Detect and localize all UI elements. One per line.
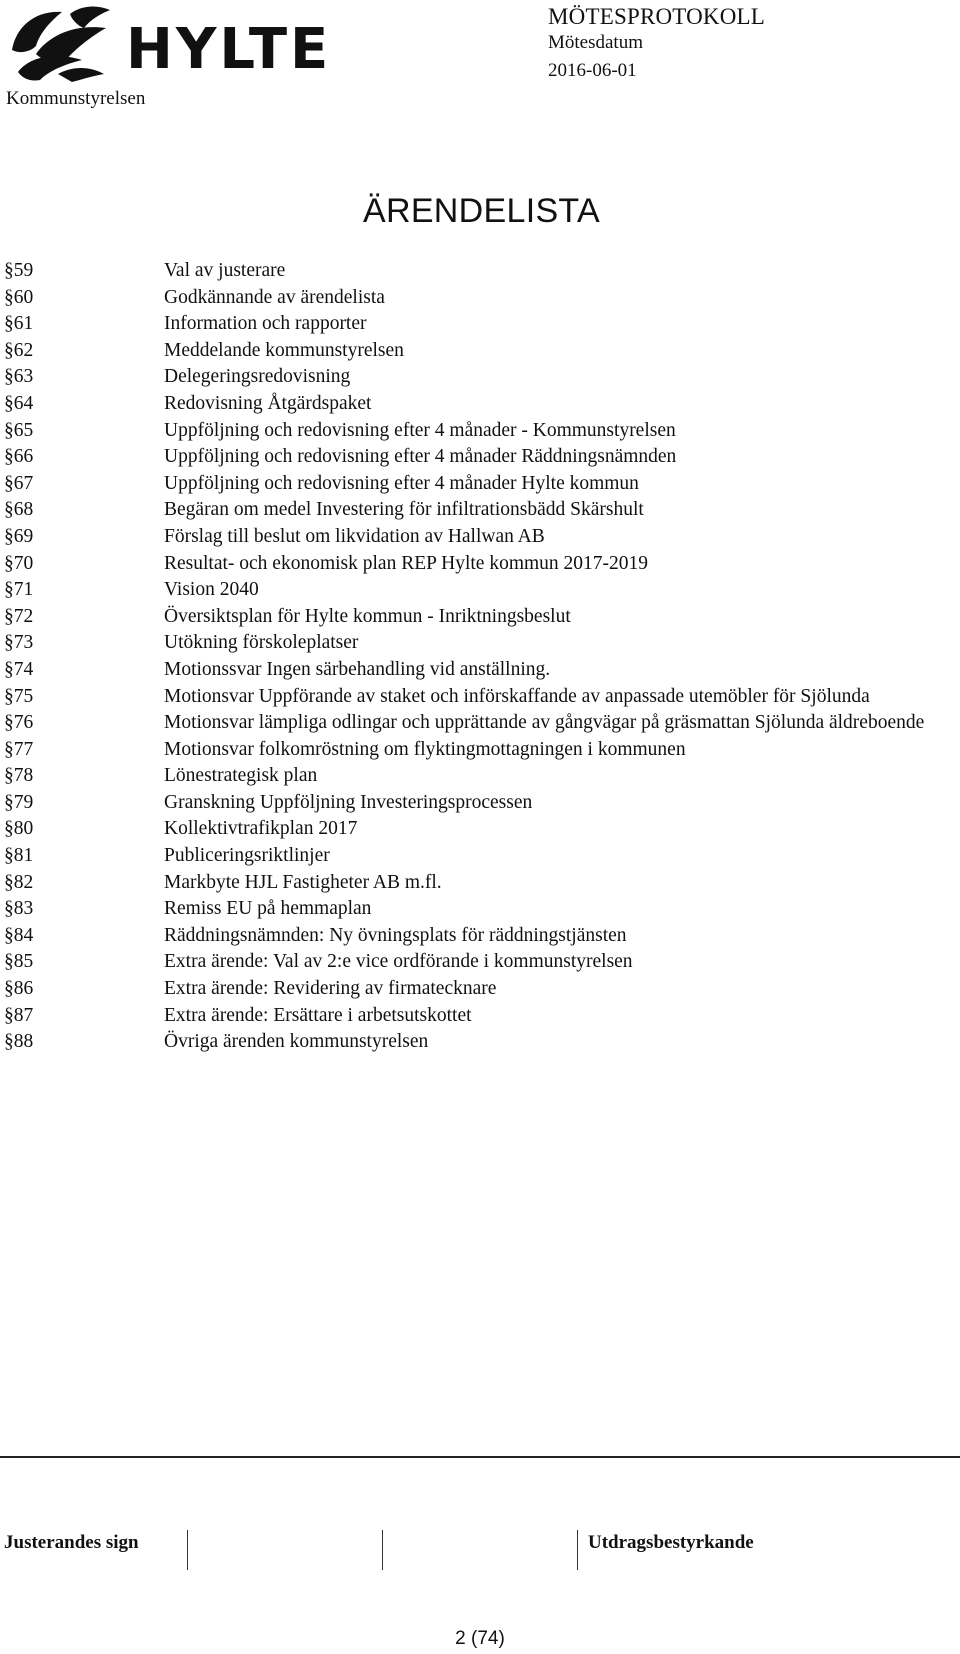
agenda-item	[4, 870, 954, 897]
agenda-item-text: Översiktsplan för Hylte kommun - Inriktningsbeslut	[164, 605, 571, 627]
agenda-item-number: §65	[4, 419, 34, 441]
agenda-item	[4, 816, 954, 843]
agenda-item-number: §75	[4, 685, 34, 707]
agenda-item	[4, 577, 954, 604]
agenda-item-text: Motionsvar lämpliga odlingar och upprättande av gångvägar på gräsmattan Sjölunda äldreboende	[164, 712, 925, 734]
agenda-item	[4, 949, 954, 976]
agenda-item-text: Uppföljning och redovisning efter 4 månader Hylte kommun	[164, 472, 639, 494]
signature-field-divider	[382, 1530, 383, 1570]
agenda-item-number: §86	[4, 978, 34, 1000]
agenda-item	[4, 763, 954, 790]
agenda-item	[4, 524, 954, 551]
agenda-item-text: Räddningsnämnden: Ny övningsplats för räddningstjänsten	[164, 924, 627, 946]
agenda-item-number: §61	[4, 313, 34, 335]
agenda-item-number: §76	[4, 712, 34, 734]
agenda-item-text: Lönestrategisk plan	[164, 765, 318, 787]
agenda-item-number: §71	[4, 579, 34, 601]
agenda-item	[4, 285, 954, 312]
agenda-item	[4, 737, 954, 764]
agenda-item-number: §88	[4, 1031, 34, 1053]
agenda-item-text: Utökning förskoleplatser	[164, 632, 359, 654]
agenda-item-number: §79	[4, 791, 34, 813]
page-number: 2 (74)	[455, 1628, 505, 1649]
agenda-item-number: §72	[4, 605, 34, 627]
footer-divider	[0, 1456, 960, 1458]
agenda-item-text: Granskning Uppföljning Investeringsprocessen	[164, 791, 533, 813]
agenda-item-number: §67	[4, 472, 34, 494]
meeting-date-label: Mötesdatum	[548, 32, 643, 53]
agenda-item-text: Extra ärende: Ersättare i arbetsutskottet	[164, 1004, 472, 1026]
agenda-item-text: Vision 2040	[164, 579, 259, 601]
agenda-item-text: Förslag till beslut om likvidation av Hallwan AB	[164, 525, 545, 547]
agenda-item-number: §80	[4, 818, 34, 840]
agenda-item-text: Motionssvar Ingen särbehandling vid anställning.	[164, 658, 551, 680]
agenda-item-number: §84	[4, 924, 34, 946]
meeting-date-value: 2016-06-01	[548, 60, 637, 81]
agenda-item-number: §63	[4, 366, 34, 388]
agenda-item	[4, 364, 954, 391]
agenda-item	[4, 710, 954, 737]
agenda-item	[4, 843, 954, 870]
agenda-item	[4, 923, 954, 950]
agenda-item-text: Motionsvar folkomröstning om flyktingmottagningen i kommunen	[164, 738, 686, 760]
agenda-item	[4, 1003, 954, 1030]
agenda-item	[4, 391, 954, 418]
agenda-item	[4, 444, 954, 471]
agenda-item-text: Markbyte HJL Fastigheter AB m.fl.	[164, 871, 442, 893]
agenda-title: ÄRENDELISTA	[363, 192, 600, 230]
signature-field-divider	[187, 1530, 188, 1570]
agenda-item-number: §87	[4, 1004, 34, 1026]
agenda-item-number: §68	[4, 499, 34, 521]
agenda-item-number: §62	[4, 339, 34, 361]
agenda-item-text: Begäran om medel Investering för infiltrationsbädd Skärshult	[164, 499, 644, 521]
signature-field-divider	[577, 1530, 578, 1570]
agenda-item-text: Godkännande av ärendelista	[164, 286, 385, 308]
agenda-item	[4, 1029, 954, 1056]
agenda-item-text: Resultat- och ekonomisk plan REP Hylte kommun 2017-2019	[164, 552, 649, 574]
agenda-item-text: Redovisning Åtgärdspaket	[164, 392, 372, 414]
agenda-item-text: Extra ärende: Val av 2:e vice ordförande i kommunstyrelsen	[164, 951, 633, 973]
agenda-list	[4, 258, 954, 1056]
agenda-item-number: §73	[4, 632, 34, 654]
agenda-item	[4, 604, 954, 631]
brand-name: HYLTE	[126, 17, 332, 82]
agenda-item-text: Motionsvar Uppförande av staket och införskaffande av anpassade utemöbler för Sjölunda	[164, 685, 870, 707]
agenda-item-text: Övriga ärenden kommunstyrelsen	[164, 1031, 429, 1053]
extract-certification-label: Utdragsbestyrkande	[588, 1532, 754, 1553]
agenda-item-text: Uppföljning och redovisning efter 4 månader Räddningsnämnden	[164, 446, 677, 468]
signature-label: Justerandes sign	[4, 1532, 139, 1553]
agenda-item-number: §70	[4, 552, 34, 574]
agenda-item-number: §81	[4, 845, 34, 867]
agenda-item	[4, 418, 954, 445]
agenda-item-number: §66	[4, 446, 34, 468]
agenda-item	[4, 471, 954, 498]
agenda-item-text: Information och rapporter	[164, 313, 367, 335]
agenda-item-number: §78	[4, 765, 34, 787]
org-name: Kommunstyrelsen	[6, 88, 146, 109]
agenda-item-text: Meddelande kommunstyrelsen	[164, 339, 404, 361]
agenda-item-number: §74	[4, 658, 34, 680]
agenda-item	[4, 896, 954, 923]
agenda-item-text: Extra ärende: Revidering av firmatecknare	[164, 978, 497, 1000]
agenda-item-number: §83	[4, 898, 34, 920]
agenda-item-number: §85	[4, 951, 34, 973]
agenda-item-number: §77	[4, 738, 34, 760]
agenda-item-text: Val av justerare	[164, 260, 286, 281]
agenda-item-number: §82	[4, 871, 34, 893]
agenda-item	[4, 311, 954, 338]
agenda-item	[4, 338, 954, 365]
agenda-item-number: §64	[4, 392, 34, 414]
agenda-item-text: Kollektivtrafikplan 2017	[164, 818, 358, 840]
agenda-item	[4, 976, 954, 1003]
agenda-item-text: Publiceringsriktlinjer	[164, 845, 330, 867]
agenda-item-text: Delegeringsredovisning	[164, 366, 351, 388]
agenda-item	[4, 497, 954, 524]
agenda-item-number: §59	[4, 260, 34, 281]
agenda-item	[4, 657, 954, 684]
agenda-item-number: §60	[4, 286, 34, 308]
agenda-item-text: Remiss EU på hemmaplan	[164, 898, 372, 920]
agenda-item-number: §69	[4, 525, 34, 547]
document-type: MÖTESPROTOKOLL	[548, 4, 766, 29]
hylte-logo	[6, 2, 346, 82]
agenda-item	[4, 790, 954, 817]
agenda-item	[4, 551, 954, 578]
agenda-item-text: Uppföljning och redovisning efter 4 månader - Kommunstyrelsen	[164, 419, 676, 441]
agenda-item	[4, 630, 954, 657]
agenda-item	[4, 258, 954, 285]
agenda-item	[4, 684, 954, 711]
